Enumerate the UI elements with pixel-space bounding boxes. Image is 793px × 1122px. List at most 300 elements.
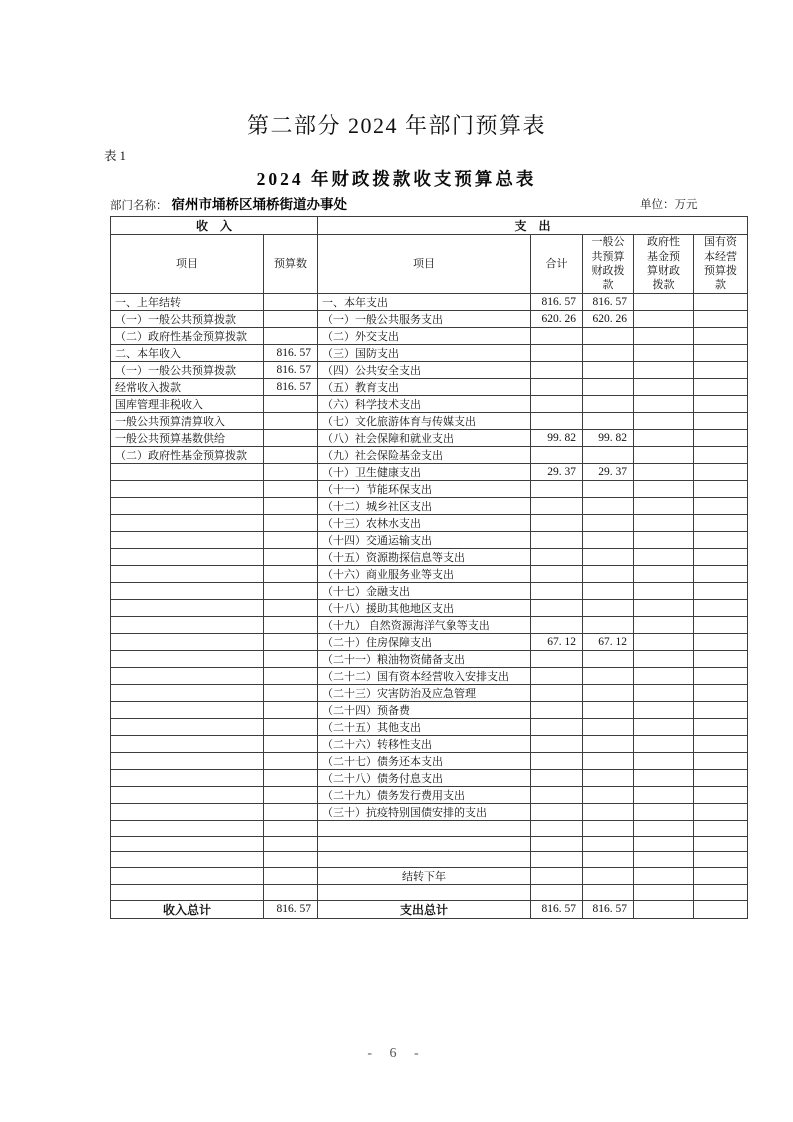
value-cell [531, 753, 583, 770]
item-cell [111, 787, 264, 804]
value-cell [694, 804, 748, 821]
item-cell: （三十）抗疫特别国债安排的支出 [318, 804, 531, 821]
value-cell [531, 362, 583, 379]
item-cell: 一般公共预算基数供给 [111, 430, 264, 447]
item-cell: （一）一般公共预算拨款 [111, 311, 264, 328]
item-cell [318, 852, 531, 868]
value-cell [694, 753, 748, 770]
item-cell [111, 583, 264, 600]
table-row [111, 668, 748, 685]
table-row [111, 345, 748, 362]
item-cell: 一、上年结转 [111, 294, 264, 311]
value-cell: 816. 57 [583, 900, 634, 918]
value-cell [531, 868, 583, 885]
value-cell [264, 396, 318, 413]
item-cell: 一般公共预算清算收入 [111, 413, 264, 430]
value-cell [694, 549, 748, 566]
value-cell [694, 600, 748, 617]
budget-table-body [111, 294, 748, 919]
item-cell: （二）政府性基金预算拨款 [111, 328, 264, 345]
value-cell [694, 736, 748, 753]
item-cell: （二）政府性基金预算拨款 [111, 447, 264, 464]
value-cell [531, 379, 583, 396]
table-row [111, 787, 748, 804]
value-cell [634, 753, 694, 770]
value-cell [264, 328, 318, 345]
value-cell [264, 413, 318, 430]
table-meta-row [110, 193, 747, 215]
table-row [111, 600, 748, 617]
value-cell [583, 804, 634, 821]
item-cell [111, 885, 264, 901]
item-cell: （十五）资源勘探信息等支出 [318, 549, 531, 566]
value-cell [531, 617, 583, 634]
table-row [111, 719, 748, 736]
table-row [111, 852, 748, 868]
item-cell: （十八）援助其他地区支出 [318, 600, 531, 617]
value-cell [583, 868, 634, 885]
item-cell: （二十九）债务发行费用支出 [318, 787, 531, 804]
item-cell: （二十七）债务还本支出 [318, 753, 531, 770]
value-cell [694, 787, 748, 804]
value-cell [694, 345, 748, 362]
item-cell: （二十五）其他支出 [318, 719, 531, 736]
value-cell [531, 583, 583, 600]
value-cell [694, 885, 748, 901]
value-cell: 816. 57 [264, 900, 318, 918]
value-cell [531, 736, 583, 753]
value-cell: 99. 82 [583, 430, 634, 447]
item-cell [111, 481, 264, 498]
value-cell [531, 328, 583, 345]
value-cell [694, 566, 748, 583]
value-cell: 816. 57 [531, 294, 583, 311]
value-cell [531, 481, 583, 498]
value-cell [634, 430, 694, 447]
value-cell [634, 396, 694, 413]
table-row [111, 702, 748, 719]
item-cell: （十二）城乡社区支出 [318, 498, 531, 515]
value-cell [583, 498, 634, 515]
table-row [111, 634, 748, 651]
value-cell [583, 362, 634, 379]
value-cell [583, 532, 634, 549]
item-cell: 结转下年 [318, 868, 531, 885]
value-cell [694, 770, 748, 787]
value-cell [531, 532, 583, 549]
value-cell [634, 821, 694, 837]
table-row [111, 294, 748, 311]
value-cell [583, 549, 634, 566]
value-cell [264, 430, 318, 447]
value-cell [264, 885, 318, 901]
table-row [111, 566, 748, 583]
item-cell [111, 515, 264, 532]
item-cell: 一、本年支出 [318, 294, 531, 311]
budget-table [110, 216, 748, 919]
item-cell: （二十八）债务付息支出 [318, 770, 531, 787]
col-header-expense-item: 项目 [318, 235, 531, 294]
value-cell [583, 583, 634, 600]
value-cell [634, 668, 694, 685]
item-cell [318, 821, 531, 837]
item-cell [111, 719, 264, 736]
value-cell [694, 464, 748, 481]
value-cell [634, 566, 694, 583]
value-cell [634, 413, 694, 430]
value-cell [583, 852, 634, 868]
value-cell [634, 600, 694, 617]
value-cell [264, 617, 318, 634]
value-cell [264, 447, 318, 464]
department-label: 部门名称： [110, 200, 168, 212]
table-row [111, 736, 748, 753]
value-cell [634, 311, 694, 328]
table-row [111, 311, 748, 328]
value-cell [694, 532, 748, 549]
value-cell [694, 868, 748, 885]
value-cell [694, 311, 748, 328]
value-cell [583, 379, 634, 396]
value-cell [694, 719, 748, 736]
value-cell: 816. 57 [264, 362, 318, 379]
expense-section-header: 支 出 [318, 217, 748, 235]
item-cell: 收入总计 [111, 900, 264, 918]
item-cell [111, 668, 264, 685]
value-cell [634, 900, 694, 918]
item-cell: （二十三）灾害防治及应急管理 [318, 685, 531, 702]
item-cell: （十六）商业服务业等支出 [318, 566, 531, 583]
value-cell [634, 868, 694, 885]
value-cell [531, 413, 583, 430]
value-cell [583, 515, 634, 532]
value-cell [694, 634, 748, 651]
item-cell: （二十）住房保障支出 [318, 634, 531, 651]
item-cell: （十九） 自然资源海洋气象等支出 [318, 617, 531, 634]
table-row [111, 328, 748, 345]
item-cell: （一）一般公共预算拨款 [111, 362, 264, 379]
value-cell [531, 396, 583, 413]
item-cell [111, 852, 264, 868]
item-cell: （四）公共安全支出 [318, 362, 531, 379]
table-row [111, 685, 748, 702]
item-cell: （十一）节能环保支出 [318, 481, 531, 498]
value-cell [694, 685, 748, 702]
page-number: - 6 - [367, 1046, 426, 1061]
value-cell [264, 583, 318, 600]
value-cell [264, 532, 318, 549]
table-row [111, 753, 748, 770]
income-section-header: 收 入 [111, 217, 318, 235]
value-cell [264, 498, 318, 515]
value-cell [634, 651, 694, 668]
item-cell [111, 634, 264, 651]
item-cell: （二十六）转移性支出 [318, 736, 531, 753]
table-title: 2024 年财政拨款收支预算总表 [256, 169, 537, 189]
value-cell [694, 328, 748, 345]
item-cell: 二、本年收入 [111, 345, 264, 362]
value-cell [634, 362, 694, 379]
item-cell [111, 685, 264, 702]
item-cell: 经常收入拨款 [111, 379, 264, 396]
value-cell [694, 447, 748, 464]
value-cell [264, 736, 318, 753]
item-cell [111, 532, 264, 549]
item-cell [111, 821, 264, 837]
value-cell [694, 515, 748, 532]
value-cell [531, 702, 583, 719]
value-cell [583, 736, 634, 753]
value-cell [634, 464, 694, 481]
value-cell [694, 617, 748, 634]
value-cell [583, 685, 634, 702]
item-cell: （二十二）国有资本经营收入安排支出 [318, 668, 531, 685]
table-row [111, 804, 748, 821]
value-cell [264, 836, 318, 852]
value-cell [531, 821, 583, 837]
value-cell [583, 753, 634, 770]
value-cell [531, 651, 583, 668]
value-cell [531, 515, 583, 532]
value-cell [634, 345, 694, 362]
item-cell [111, 600, 264, 617]
value-cell [634, 532, 694, 549]
item-cell: （十）卫生健康支出 [318, 464, 531, 481]
value-cell [634, 379, 694, 396]
value-cell [634, 515, 694, 532]
value-cell [531, 787, 583, 804]
item-cell [111, 617, 264, 634]
value-cell [531, 566, 583, 583]
item-cell: （二）外交支出 [318, 328, 531, 345]
value-cell [694, 583, 748, 600]
item-cell [111, 736, 264, 753]
department-line [110, 193, 347, 214]
value-cell [583, 702, 634, 719]
value-cell [694, 396, 748, 413]
department-name: 宿州市埇桥区埇桥街道办事处 [171, 197, 347, 212]
value-cell [531, 804, 583, 821]
value-cell: 99. 82 [531, 430, 583, 447]
value-cell [264, 464, 318, 481]
value-cell [531, 600, 583, 617]
value-cell [264, 634, 318, 651]
col-header-general-public-budget: 一般公共预算财政拨款 [583, 235, 634, 294]
value-cell [583, 668, 634, 685]
column-header-row [111, 235, 748, 294]
value-cell [531, 345, 583, 362]
value-cell [583, 413, 634, 430]
value-cell [583, 787, 634, 804]
value-cell [694, 821, 748, 837]
value-cell [264, 702, 318, 719]
table-row [111, 362, 748, 379]
table-row [111, 836, 748, 852]
item-cell: （十七）金融支出 [318, 583, 531, 600]
item-cell: （一）一般公共服务支出 [318, 311, 531, 328]
item-cell: （十四）交通运输支出 [318, 532, 531, 549]
item-cell [111, 804, 264, 821]
value-cell [634, 583, 694, 600]
item-cell: （八）社会保障和就业支出 [318, 430, 531, 447]
item-cell: （三）国防支出 [318, 345, 531, 362]
value-cell [694, 900, 748, 918]
value-cell [694, 362, 748, 379]
item-cell: （二十一）粮油物资储备支出 [318, 651, 531, 668]
table-row [111, 413, 748, 430]
value-cell: 29. 37 [583, 464, 634, 481]
value-cell [634, 294, 694, 311]
value-cell [634, 804, 694, 821]
value-cell: 816. 57 [264, 379, 318, 396]
item-cell [111, 464, 264, 481]
value-cell [531, 447, 583, 464]
col-header-total: 合计 [531, 235, 583, 294]
value-cell [634, 736, 694, 753]
item-cell [111, 549, 264, 566]
value-cell [531, 719, 583, 736]
table-row [111, 515, 748, 532]
table-row [111, 617, 748, 634]
value-cell [694, 651, 748, 668]
value-cell [583, 770, 634, 787]
value-cell [264, 753, 318, 770]
item-cell [318, 836, 531, 852]
value-cell [264, 549, 318, 566]
value-cell [634, 852, 694, 868]
table-row [111, 532, 748, 549]
value-cell [583, 396, 634, 413]
value-cell [583, 885, 634, 901]
item-cell: （十三）农林水支出 [318, 515, 531, 532]
value-cell: 620. 26 [583, 311, 634, 328]
value-cell [583, 481, 634, 498]
value-cell [264, 719, 318, 736]
table-row [111, 481, 748, 498]
value-cell [694, 852, 748, 868]
item-cell: （六）科学技术支出 [318, 396, 531, 413]
section-header-row [111, 217, 748, 235]
table-row [111, 900, 748, 918]
value-cell: 816. 57 [583, 294, 634, 311]
value-cell [634, 719, 694, 736]
value-cell [264, 481, 318, 498]
value-cell [583, 447, 634, 464]
table-row [111, 770, 748, 787]
item-cell [111, 770, 264, 787]
value-cell: 67. 12 [583, 634, 634, 651]
item-cell [111, 836, 264, 852]
value-cell [264, 515, 318, 532]
page-title: 第二部分 2024 年部门预算表 [246, 113, 546, 138]
value-cell [634, 885, 694, 901]
value-cell [634, 617, 694, 634]
item-cell: 国库管理非税收入 [111, 396, 264, 413]
value-cell [694, 668, 748, 685]
col-header-budget-amount: 预算数 [264, 235, 318, 294]
col-header-income-item: 项目 [111, 235, 264, 294]
value-cell [583, 345, 634, 362]
value-cell [694, 836, 748, 852]
value-cell [531, 836, 583, 852]
item-cell [111, 702, 264, 719]
item-cell [111, 868, 264, 885]
table-row [111, 447, 748, 464]
value-cell [694, 702, 748, 719]
col-header-gov-fund-budget: 政府性基金预算财政拨款 [634, 235, 694, 294]
value-cell [531, 685, 583, 702]
value-cell [583, 836, 634, 852]
value-cell [264, 566, 318, 583]
value-cell [694, 498, 748, 515]
item-cell [111, 566, 264, 583]
value-cell [583, 651, 634, 668]
table-row [111, 651, 748, 668]
table-row [111, 396, 748, 413]
value-cell: 620. 26 [531, 311, 583, 328]
table-row [111, 464, 748, 481]
table-row [111, 868, 748, 885]
value-cell [264, 821, 318, 837]
value-cell [264, 852, 318, 868]
value-cell: 816. 57 [264, 345, 318, 362]
value-cell [264, 294, 318, 311]
value-cell: 67. 12 [531, 634, 583, 651]
value-cell [694, 294, 748, 311]
value-cell [531, 885, 583, 901]
value-cell [634, 685, 694, 702]
table-row [111, 583, 748, 600]
value-cell [634, 328, 694, 345]
item-cell [111, 651, 264, 668]
value-cell [531, 668, 583, 685]
value-cell [264, 311, 318, 328]
item-cell [111, 753, 264, 770]
value-cell [583, 617, 634, 634]
item-cell: （二十四）预备费 [318, 702, 531, 719]
table-row [111, 430, 748, 447]
value-cell [264, 804, 318, 821]
item-cell: 支出总计 [318, 900, 531, 918]
value-cell [634, 481, 694, 498]
table-row [111, 498, 748, 515]
value-cell [531, 770, 583, 787]
table-row [111, 821, 748, 837]
value-cell [694, 430, 748, 447]
item-cell: （七）文化旅游体育与传媒支出 [318, 413, 531, 430]
value-cell [264, 868, 318, 885]
item-cell [318, 885, 531, 901]
value-cell [264, 685, 318, 702]
table-label: 表 1 [104, 149, 126, 163]
value-cell [583, 719, 634, 736]
value-cell [264, 668, 318, 685]
value-cell [634, 498, 694, 515]
value-cell [264, 787, 318, 804]
item-cell: （五）教育支出 [318, 379, 531, 396]
value-cell [634, 447, 694, 464]
value-cell [264, 770, 318, 787]
value-cell [694, 379, 748, 396]
value-cell [694, 413, 748, 430]
value-cell [264, 600, 318, 617]
item-cell [111, 498, 264, 515]
col-header-state-capital-budget: 国有资本经营预算拨款 [694, 235, 748, 294]
table-row [111, 885, 748, 901]
value-cell [583, 566, 634, 583]
value-cell [531, 852, 583, 868]
value-cell [634, 634, 694, 651]
